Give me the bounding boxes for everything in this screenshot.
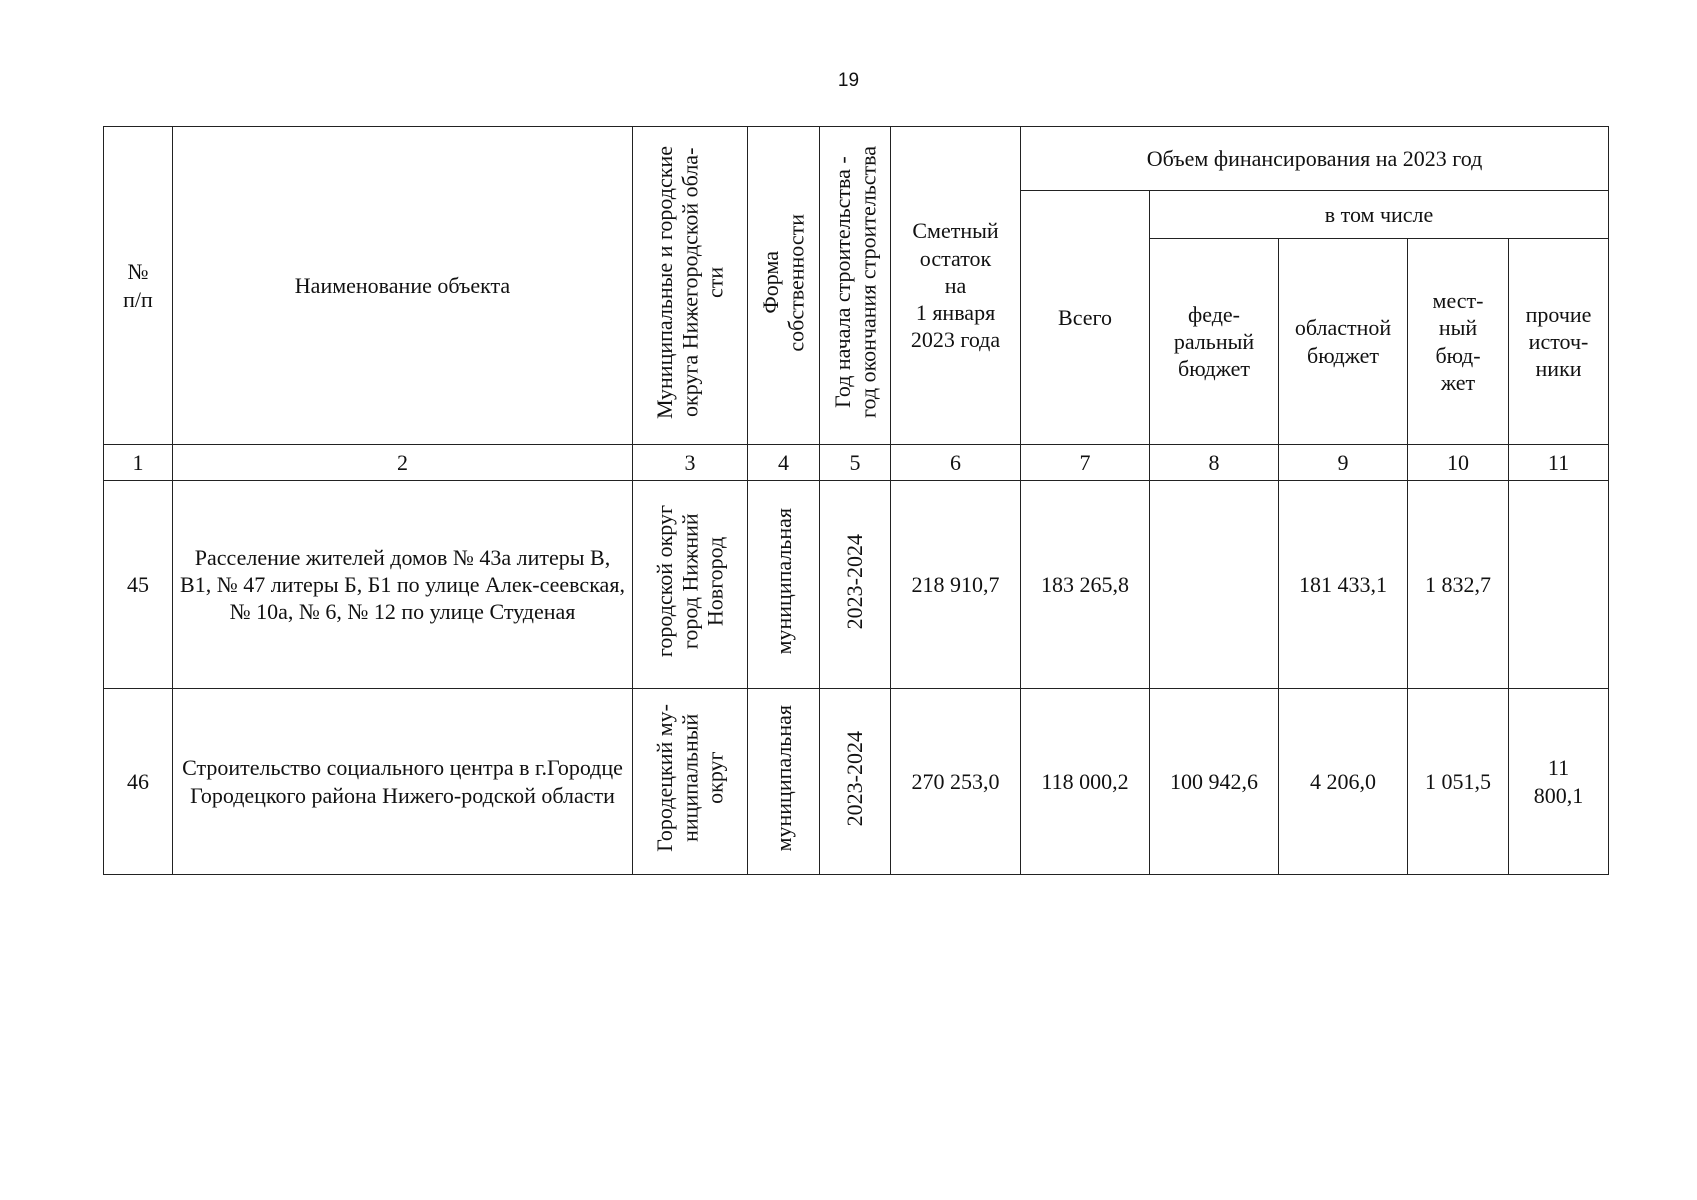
- header-row-1: [104, 127, 1609, 191]
- column-number-row: [104, 445, 1609, 481]
- row-municipal: [633, 689, 748, 875]
- row-municipal-text: городской округ город Нижний Новгород: [652, 505, 728, 658]
- row-federal: 100 942,6: [1150, 689, 1279, 875]
- column-number: 8: [1150, 445, 1279, 481]
- row-remainder: 218 910,7: [891, 481, 1021, 689]
- column-number: 5: [820, 445, 891, 481]
- row-municipal-text: Городецкий му- ниципальный округ: [652, 704, 728, 853]
- row-local: 1 051,5: [1408, 689, 1509, 875]
- row-other: 11 800,1: [1509, 689, 1609, 875]
- column-number: 4: [748, 445, 820, 481]
- header-regional: областной бюджет: [1279, 239, 1408, 445]
- column-number: 3: [633, 445, 748, 481]
- row-object-name: Расселение жителей домов № 43а литеры В, В1, № 47 литеры Б, Б1 по улице Алек-сеевская, № 10а, № 6, № 12 по улице Студеная: [173, 481, 633, 689]
- row-num: 45: [104, 481, 173, 689]
- row-remainder: 270 253,0: [891, 689, 1021, 875]
- row-ownership-text: муниципальная: [770, 705, 796, 852]
- row-years: [820, 689, 891, 875]
- row-ownership: [748, 481, 820, 689]
- table-row: [104, 481, 1609, 689]
- header-funding-group: Объем финансирования на 2023 год: [1021, 127, 1609, 191]
- row-regional: 4 206,0: [1279, 689, 1408, 875]
- header-remainder: Сметный остаток на 1 января 2023 года: [891, 127, 1021, 445]
- header-municipal: [633, 127, 748, 445]
- header-federal: феде- ральный бюджет: [1150, 239, 1279, 445]
- row-regional: 181 433,1: [1279, 481, 1408, 689]
- table-row: [104, 689, 1609, 875]
- row-ownership: [748, 689, 820, 875]
- row-local: 1 832,7: [1408, 481, 1509, 689]
- column-number: 2: [173, 445, 633, 481]
- header-ownership: [748, 127, 820, 445]
- row-other: [1509, 481, 1609, 689]
- column-number: 10: [1408, 445, 1509, 481]
- page-number: 19: [837, 70, 860, 91]
- row-federal: [1150, 481, 1279, 689]
- header-name: Наименование объекта: [173, 127, 633, 445]
- row-total: 183 265,8: [1021, 481, 1150, 689]
- header-other: прочие источ- ники: [1509, 239, 1609, 445]
- row-total: 118 000,2: [1021, 689, 1150, 875]
- column-number: 7: [1021, 445, 1150, 481]
- header-years: [820, 127, 891, 445]
- row-municipal: [633, 481, 748, 689]
- row-years-text: 2023-2024: [842, 533, 868, 630]
- row-years-text: 2023-2024: [842, 730, 868, 827]
- column-number: 9: [1279, 445, 1408, 481]
- header-municipal-text: Муниципальные и городские округа Нижегородской обла- сти: [652, 145, 728, 419]
- row-num: 46: [104, 689, 173, 875]
- column-number: 6: [891, 445, 1021, 481]
- header-num: № п/п: [104, 127, 173, 445]
- header-total: Всего: [1021, 191, 1150, 445]
- row-ownership-text: муниципальная: [770, 508, 796, 655]
- header-years-text: Год начала строительства - год окончания строительства: [829, 146, 880, 419]
- header-ownership-text: Форма собственности: [758, 213, 809, 352]
- header-local: мест- ный бюд- жет: [1408, 239, 1509, 445]
- row-years: [820, 481, 891, 689]
- header-including: в том числе: [1150, 191, 1609, 239]
- financing-table: [103, 126, 1609, 875]
- column-number: 1: [104, 445, 173, 481]
- column-number: 11: [1509, 445, 1609, 481]
- row-object-name: Строительство социального центра в г.Городце Городецкого района Нижего-родской области: [173, 689, 633, 875]
